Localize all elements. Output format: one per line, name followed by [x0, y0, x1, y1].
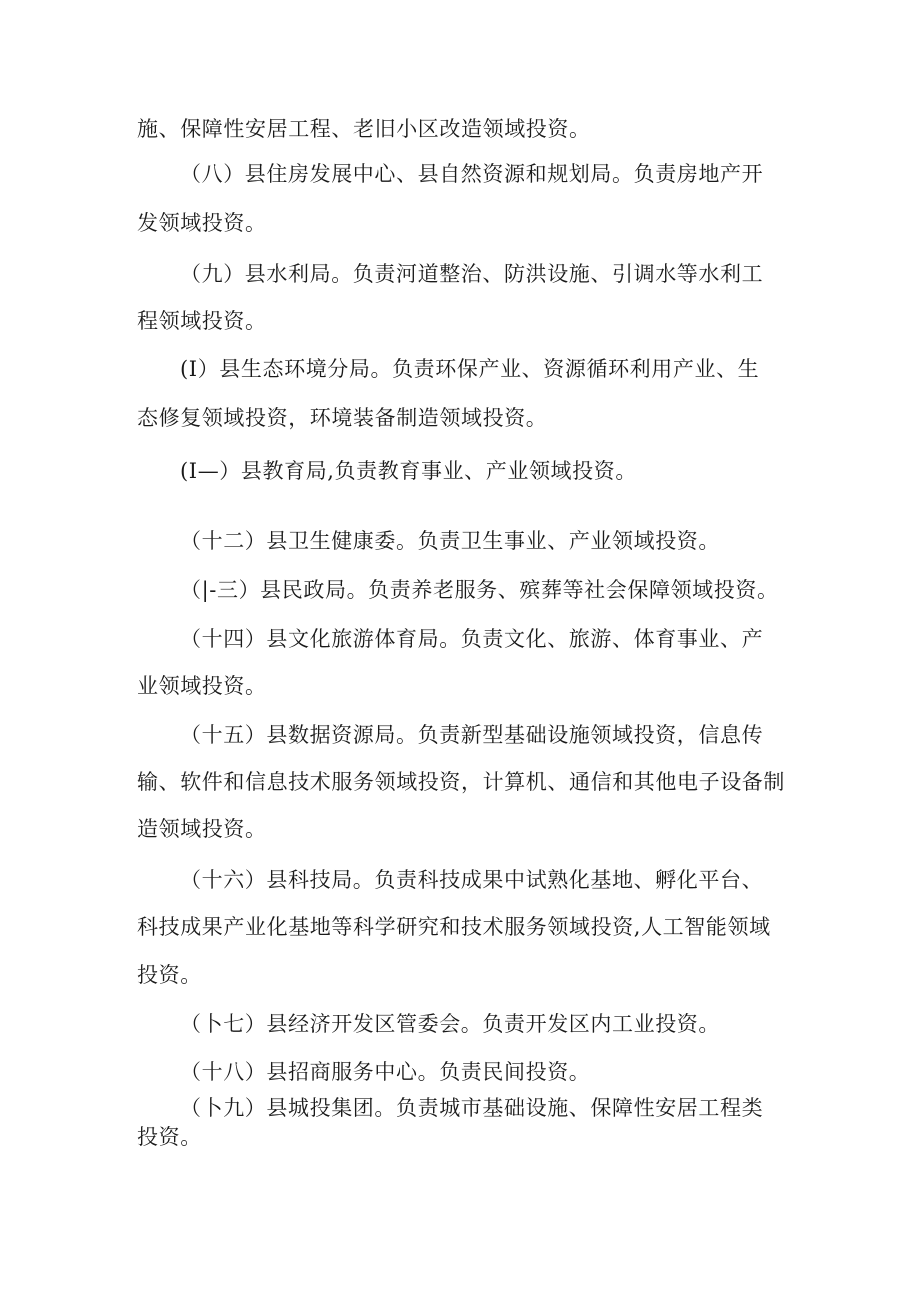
- text-line: 科技成果产业化基地等科学研究和技术服务领域投资,人工智能领域: [137, 915, 771, 939]
- text-line: 程领域投资。: [137, 309, 267, 333]
- text-line: 投资。: [137, 963, 202, 987]
- text-line: 业领域投资。: [137, 674, 267, 698]
- text-line: 发领域投资。: [137, 211, 267, 235]
- text-line: 投资。: [137, 1125, 202, 1149]
- text-line: （卜九）县城投集团。负责城市基础设施、保障性安居工程类: [180, 1096, 764, 1120]
- text-line: （八）县住房发展中心、县自然资源和规划局。负责房地产开: [180, 162, 764, 186]
- text-line: （十五）县数据资源局。负责新型基础设施领域投资，信息传: [180, 723, 764, 747]
- text-line: 态修复领域投资，环境装备制造领域投资。: [137, 406, 548, 430]
- text-line: （九）县水利局。负责河道整治、防洪设施、引调水等水利工: [180, 262, 764, 286]
- text-line: （十六）县科技局。负责科技成果中试熟化基地、孵化平台、: [180, 868, 764, 892]
- text-line: （十二）县卫生健康委。负责卫生事业、产业领域投资。: [180, 529, 720, 553]
- text-line: （卜七）县经济开发区管委会。负责开发区内工业投资。: [180, 1012, 720, 1036]
- text-line: 输、软件和信息技术服务领域投资，计算机、通信和其他电子设备制: [137, 770, 785, 794]
- text-line: 施、保障性安居工程、老旧小区改造领域投资。: [137, 117, 591, 141]
- text-line: (I—）县教育局,负责教育事业、产业领域投资。: [180, 459, 637, 483]
- text-line: 造领域投资。: [137, 817, 267, 841]
- text-line: （十八）县招商服务中心。负责民间投资。: [180, 1060, 591, 1084]
- text-line: (I）县生态环境分局。负责环保产业、资源循环利用产业、生: [180, 357, 760, 381]
- text-line: （十四）县文化旅游体育局。负责文化、旅游、体育事业、产: [180, 627, 764, 651]
- text-line: （|-三）县民政局。负责养老服务、殡葬等社会保障领域投资。: [180, 578, 779, 602]
